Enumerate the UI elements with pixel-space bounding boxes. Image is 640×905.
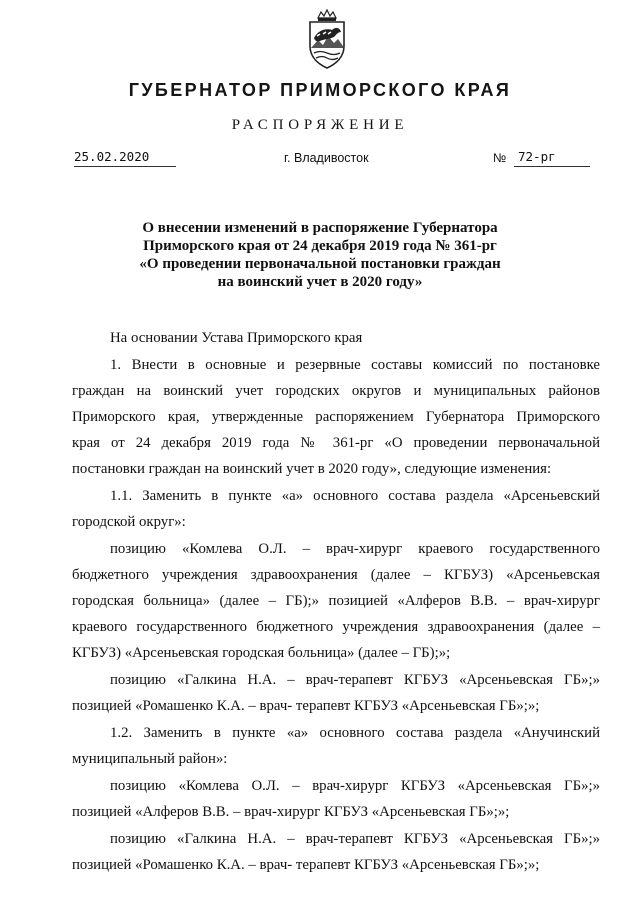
document-heading — [0, 219, 640, 291]
text-line: позицию «Галкина Н.А. – врач-терапевт КГБУЗ «Арсеньевская ГБ»;» — [110, 831, 600, 847]
governor-title: ГУБЕРНАТОР ПРИМОРСКОГО КРАЯ — [128, 80, 512, 100]
heading-line: О внесении изменений в распоряжение Губернатора — [142, 220, 498, 236]
text-line: краевого государственного бюджетного учреждения здравоохранения (далее – — [72, 619, 600, 635]
text-line: позицией «Ромашенко К.А. – врач- терапевт КГБУЗ «Арсеньевская ГБ»;»; — [72, 857, 540, 873]
text-line: Приморского края, утвержденные распоряжением Губернатора Приморского — [72, 409, 600, 425]
text-line: позицию «Комлева О.Л. – врач-хирург краевого государственного — [110, 541, 600, 557]
text-line: позицию «Галкина Н.А. – врач-терапевт КГБУЗ «Арсеньевская ГБ»;» — [110, 672, 600, 688]
paragraph-1-2-b — [72, 826, 600, 878]
paragraph-1-2-a — [72, 773, 600, 825]
heading-line: на воинский учет в 2020 году» — [217, 274, 423, 290]
text-line: 1.1. Заменить в пункте «а» основного состава раздела «Арсеньевский — [110, 488, 600, 504]
paragraph-1-1-b — [72, 667, 600, 719]
text-line: постановки граждан на воинский учет в 2020 году», следующие изменения: — [72, 461, 552, 477]
text-line: позицией «Алферов В.В. – врач-хирург КГБУЗ «Арсеньевская ГБ»;»; — [72, 804, 510, 820]
document-city: г. Владивосток — [284, 151, 369, 165]
document-number: 72-рг — [514, 149, 590, 167]
text-line: бюджетного учреждения здравоохранения (далее – КГБУЗ) «Арсеньевская — [72, 567, 600, 583]
text-line: 1.2. Заменить в пункте «а» основного состава раздела «Анучинский — [110, 725, 600, 741]
paragraph-1-2 — [72, 720, 600, 772]
paragraph-1-1 — [72, 483, 600, 535]
heading-line: Приморского края от 24 декабря 2019 года № 361-рг — [143, 238, 497, 254]
text-line: муниципальный район»: — [72, 751, 228, 767]
text-line: городская больница» (далее – ГБ);» позицией «Алферов В.В. – врач-хирург — [72, 593, 600, 609]
text-line: городской округ»: — [72, 514, 186, 530]
coat-of-arms-icon — [296, 8, 358, 70]
paragraph-1-1-a — [72, 536, 600, 666]
paragraph-basis — [72, 325, 600, 351]
text-line: края от 24 декабря 2019 года № 361-рг «О проведении первоначальной — [72, 435, 600, 451]
text-line: КГБУЗ) «Арсеньевская городская больница» (далее – ГБ);»; — [72, 645, 451, 661]
number-sign: № — [493, 151, 507, 165]
text-line: граждан на воинский учет городских округов и муниципальных районов — [72, 383, 600, 399]
document-date: 25.02.2020 — [74, 149, 176, 167]
document-body — [72, 325, 600, 879]
text-line: На основании Устава Приморского края — [110, 330, 363, 346]
text-line: 1. Внести в основные и резервные составы комиссий по постановке — [110, 357, 600, 373]
document-type: РАСПОРЯЖЕНИЕ — [231, 117, 409, 133]
heading-line: «О проведении первоначальной постановки граждан — [139, 256, 501, 272]
text-line: позицию «Комлева О.Л. – врач-хирург КГБУЗ «Арсеньевская ГБ»;» — [110, 778, 600, 794]
paragraph-1 — [72, 352, 600, 482]
text-line: позицией «Ромашенко К.А. – врач- терапевт КГБУЗ «Арсеньевская ГБ»;»; — [72, 698, 540, 714]
